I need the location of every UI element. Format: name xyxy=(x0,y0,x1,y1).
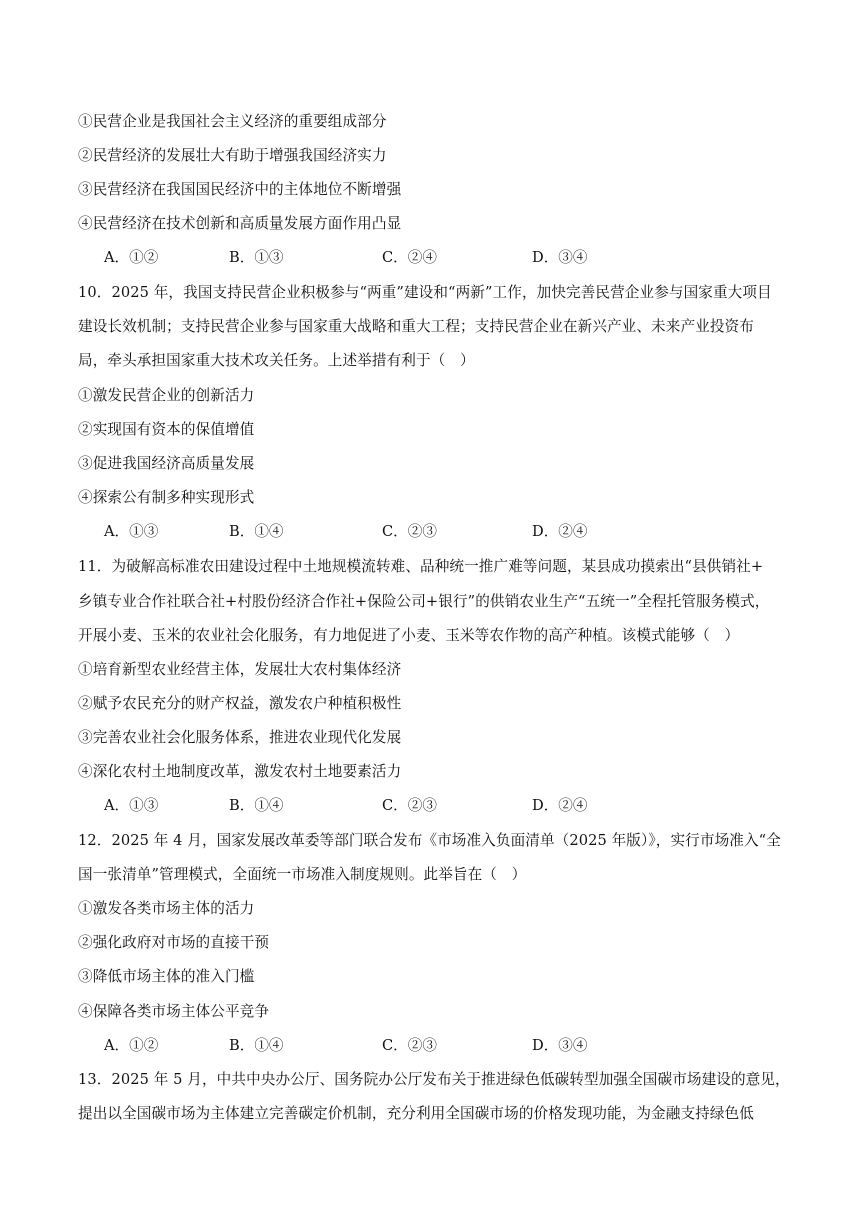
q11-stem-line-3: 开展小麦、玉米的农业社会化服务，有力地促进了小麦、玉米等农作物的高产种植。该模式能够（ ） xyxy=(78,627,740,644)
q9-item-2: ②民营经济的发展壮大有助于增强我国经济实力 xyxy=(78,147,387,164)
q13-stem-line-1: 13．2025 年 5 月，中共中央办公厅、国务院办公厅发布关于推进绿色低碳转型加强全国碳市场建设的意见， xyxy=(78,1071,790,1088)
q11-stem-line-2: 乡镇专业合作社联合社+村股份经济合作社+保险公司+银行”的供销农业生产“五统一”全程托管服务模式， xyxy=(78,593,770,610)
q9-item-4: ④民营经济在技术创新和高质量发展方面作用凸显 xyxy=(78,215,402,232)
q11-option-b: B．①④ xyxy=(229,797,284,814)
q10-option-b: B．①④ xyxy=(229,523,284,540)
q12-item-2: ②强化政府对市场的直接干预 xyxy=(78,934,270,951)
q10-stem-line-1: 10．2025 年，我国支持民营企业积极参与“两重”建设和“两新”工作，加快完善民营企业参与国家重大项目 xyxy=(78,284,772,301)
q12-option-a: A．①② xyxy=(104,1037,159,1054)
q10-item-3: ③促进我国经济高质量发展 xyxy=(78,455,255,472)
q10-item-2: ②实现国有资本的保值增值 xyxy=(78,421,255,438)
q11-option-a: A．①③ xyxy=(104,797,159,814)
q11-option-d: D．②④ xyxy=(532,797,588,814)
q12-option-d: D．③④ xyxy=(532,1037,588,1054)
q12-option-c: C．②③ xyxy=(382,1037,437,1054)
q10-item-4: ④探索公有制多种实现形式 xyxy=(78,489,255,506)
q9-item-3: ③民营经济在我国国民经济中的主体地位不断增强 xyxy=(78,181,402,198)
q13-stem-line-2: 提出以全国碳市场为主体建立完善碳定价机制，充分利用全国碳市场的价格发现功能，为金融支持绿色低 xyxy=(78,1105,754,1122)
q9-option-d: D．③④ xyxy=(532,249,588,266)
q11-item-3: ③完善农业社会化服务体系，推进农业现代化发展 xyxy=(78,729,402,746)
q9-option-a: A．①② xyxy=(104,249,159,266)
q12-item-3: ③降低市场主体的准入门槛 xyxy=(78,968,255,985)
q11-item-1: ①培育新型农业经营主体，发展壮大农村集体经济 xyxy=(78,661,402,678)
q12-item-4: ④保障各类市场主体公平竞争 xyxy=(78,1003,270,1020)
q12-option-b: B．①④ xyxy=(229,1037,284,1054)
q12-stem-line-1: 12．2025 年 4 月，国家发展改革委等部门联合发布《市场准入负面清单（2025 年版）》，实行市场准入“全 xyxy=(78,832,781,849)
q11-item-4: ④深化农村土地制度改革，激发农村土地要素活力 xyxy=(78,763,402,780)
q10-item-1: ①激发民营企业的创新活力 xyxy=(78,387,255,404)
q9-option-c: C．②④ xyxy=(382,249,437,266)
q10-option-d: D．②④ xyxy=(532,523,588,540)
q11-option-c: C．②③ xyxy=(382,797,437,814)
q10-option-c: C．②③ xyxy=(382,523,437,540)
q11-stem-line-1: 11．为破解高标准农田建设过程中土地规模流转难、品种统一推广难等问题，某县成功摸索出“县供销社+ xyxy=(78,558,764,575)
q9-option-b: B．①③ xyxy=(229,249,284,266)
q12-item-1: ①激发各类市场主体的活力 xyxy=(78,900,255,917)
q10-stem-line-2: 建设长效机制；支持民营企业参与国家重大战略和重大工程；支持民营企业在新兴产业、未来产业投资布 xyxy=(78,318,754,335)
q9-item-1: ①民营企业是我国社会主义经济的重要组成部分 xyxy=(78,113,387,130)
q11-item-2: ②赋予农民充分的财产权益，激发农户种植积极性 xyxy=(78,695,402,712)
q12-stem-line-2: 国一张清单”管理模式，全面统一市场准入制度规则。此举旨在（ ） xyxy=(78,866,527,883)
q10-option-a: A．①③ xyxy=(104,523,159,540)
q10-stem-line-3: 局，牵头承担国家重大技术攻关任务。上述举措有利于（ ） xyxy=(78,352,475,369)
